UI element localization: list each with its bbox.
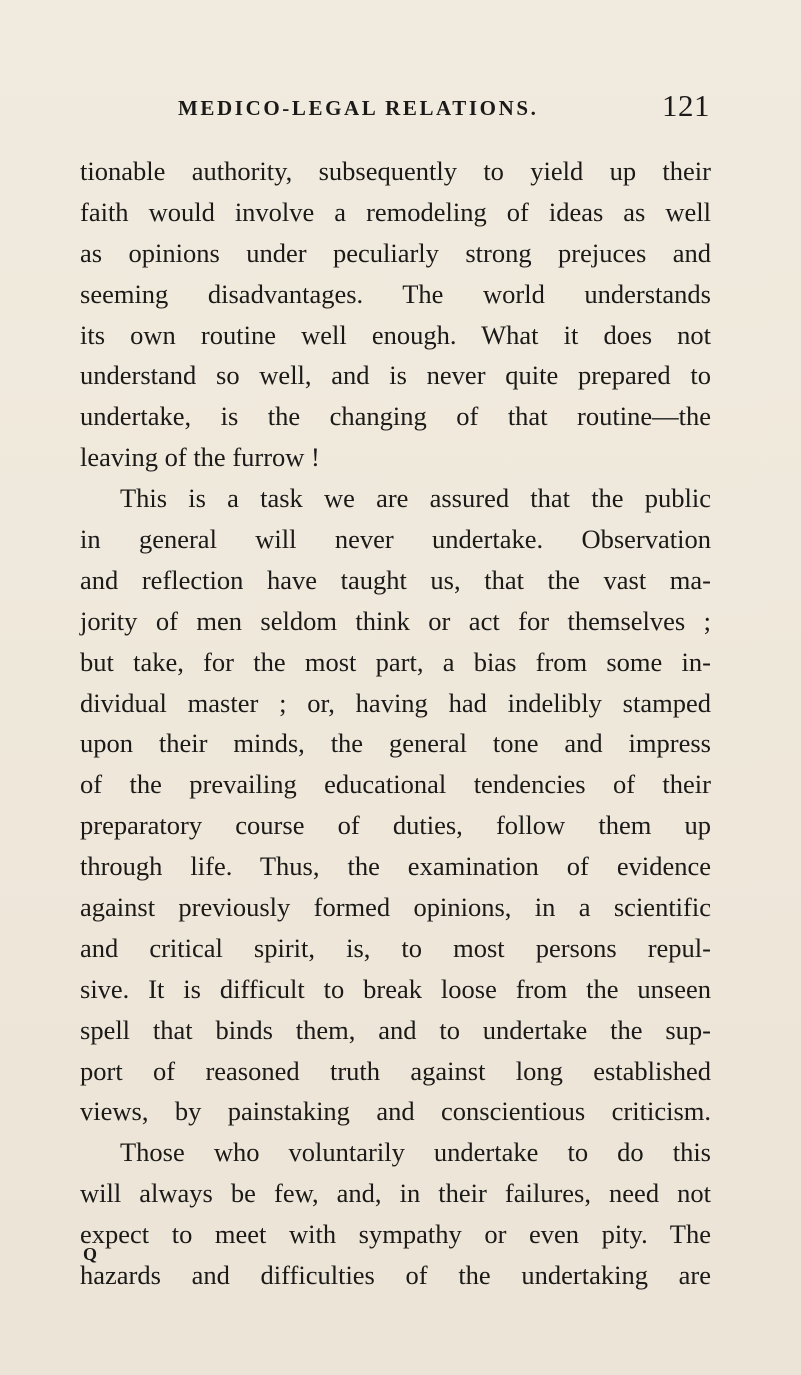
text-line: and reflection have taught us, that the vast ma- <box>80 564 711 595</box>
page-number: 121 <box>662 88 710 123</box>
paragraph-first-line: Those who voluntarily undertake to do this <box>120 1137 711 1168</box>
running-title: MEDICO-LEGAL RELATIONS. <box>178 96 539 120</box>
text-line: seeming disadvantages. The world understands <box>80 278 711 309</box>
text-line: expect to meet with sympathy or even pity. The <box>80 1219 711 1250</box>
running-head <box>80 88 710 128</box>
paragraph-first-line: This is a task we are assured that the public <box>120 483 711 514</box>
text-line: views, by painstaking and conscientious criticism. <box>80 1096 711 1127</box>
text-line: against previously formed opinions, in a scientific <box>80 892 711 923</box>
text-line: and critical spirit, is, to most persons repul- <box>80 932 711 963</box>
text-line: in general will never undertake. Observation <box>80 524 711 555</box>
text-line: preparatory course of duties, follow them up <box>80 810 711 841</box>
text-line: upon their minds, the general tone and impress <box>80 728 711 759</box>
text-line: leaving of the furrow ! <box>80 442 320 473</box>
text-line: will always be few, and, in their failures, need not <box>80 1178 711 1209</box>
text-line: spell that binds them, and to undertake the sup- <box>80 1014 711 1045</box>
text-line: as opinions under peculiarly strong prejuces and <box>80 237 711 268</box>
text-line: of the prevailing educational tendencies of their <box>80 769 711 800</box>
text-line: dividual master ; or, having had indelibly stamped <box>80 687 711 718</box>
text-line: sive. It is difficult to break loose from the unseen <box>80 973 711 1004</box>
text-line: through life. Thus, the examination of evidence <box>80 851 711 882</box>
text-line: tionable authority, subsequently to yield up their <box>80 156 711 186</box>
text-line: port of reasoned truth against long established <box>80 1055 711 1086</box>
text-line: understand so well, and is never quite prepared to <box>80 360 711 391</box>
text-line: its own routine well enough. What it does not <box>80 319 711 350</box>
text-line: undertake, is the changing of that routine—the <box>80 401 711 432</box>
text-line: hazards and difficulties of the undertaking are <box>80 1260 711 1291</box>
signature-mark: Q <box>83 1244 98 1264</box>
text-line: faith would involve a remodeling of ideas as well <box>80 196 711 227</box>
text-line: jority of men seldom think or act for themselves ; <box>80 605 711 636</box>
text-line: but take, for the most part, a bias from some in- <box>80 646 711 677</box>
body-text <box>80 151 711 1296</box>
